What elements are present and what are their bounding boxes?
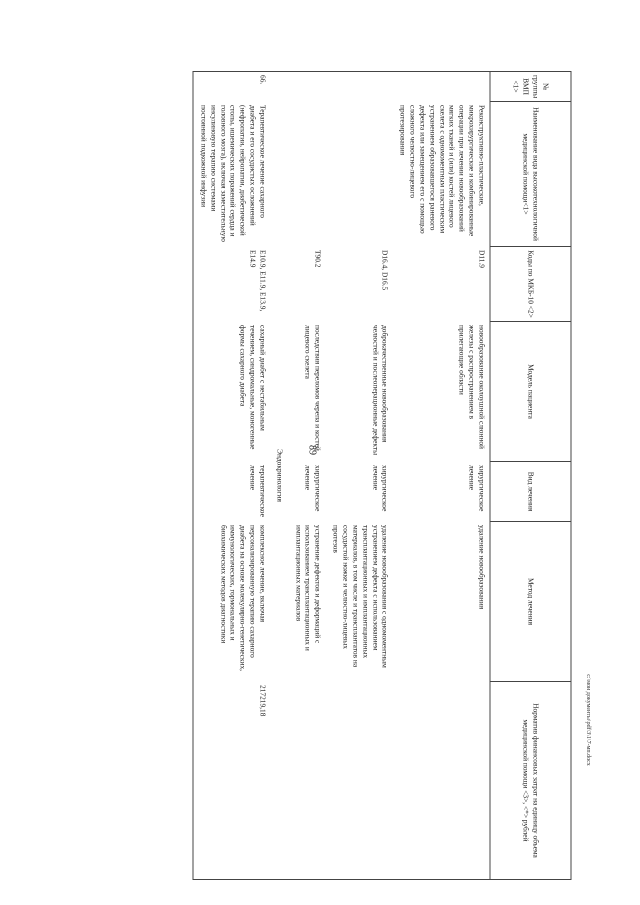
table-row [326, 72, 393, 880]
footer-file-path: c:\мои документы\pdf\3\1\7-мп.docx [585, 674, 591, 766]
col-header-icd-codes: Коды по МКБ-10 <2> [490, 247, 571, 322]
rotated-table-page [77, 71, 572, 879]
cell-treatment-method: удаление новообразования [477, 525, 487, 610]
table-row [193, 72, 270, 880]
cell-treatment-type: хирургическое лечение [371, 465, 390, 512]
cell-icd-codes: E10.9, E11.9, E13.9, E14.9 [193, 247, 270, 322]
header-row [490, 72, 571, 880]
col-header-group: № группы ВМП <1> [490, 72, 571, 102]
col-header-patient-model: Модель пациента [490, 322, 571, 462]
cell-group [393, 72, 490, 102]
cell-treatment-type: хирургическое лечение [467, 465, 487, 512]
cell-group [288, 72, 326, 102]
cell-group: 66. [193, 72, 270, 102]
cell-cost-norm [393, 682, 490, 880]
cell-treatment-method: комплексное лечение, включая персонализированную терапию сахарного диабета на основе молекулярно-генетических, иммунологических, гормональных и биохимических методов диагностики [193, 522, 270, 682]
table-row [288, 72, 326, 880]
cell-treatment-method: устранение дефектов и деформаций с использованием трансплантационных и имплантационных материалов [294, 525, 323, 651]
cell-vmp-type: Реконструктивно-пластические, микрохирургические и комбинированные операции при лечении новообразований мягких тканей и (или) костей лицевого скелета с одномоментным пластическим устранением образовавшегося раневого дефекта или замещением его с помощью сложного челюстно-лицевого протезирования [398, 105, 487, 237]
cell-vmp-type: Терапевтическое лечение сахарного диабета и его сосудистых осложнений (нефропатии, нейропатии, диабетической стопы, ишемических поражений сердца и головного мозга), включая заместительную инсулиновую терапию системами постоянной подкожной инфузии [193, 102, 270, 247]
cell-icd-codes: D16.4, D16.5 [380, 250, 390, 291]
cell-treatment-method: удаление новообразования с одномоментным устранением дефекта с использованием трансплантационных и имплантационных материалов, в том числе и трансплантатов на сосудистой ножке и челюстно-лицевых протезов [331, 525, 390, 668]
col-header-cost-norm: Норматив финансовых затрат на единицу объема медицинской помощи <3>, <*> рублей [490, 682, 571, 880]
cell-patient-model: доброкачественные новообразования челюстей и послеоперационные дефекты [371, 325, 390, 456]
cell-group [326, 72, 393, 102]
cell-patient-model: последствия переломов черепа и костей лицевого скелета [304, 325, 323, 451]
cell-treatment-type: терапевтическое лечение [193, 462, 270, 522]
cell-vmp-type [326, 102, 393, 247]
cell-icd-codes: T90.2 [313, 250, 323, 268]
section-row [270, 72, 288, 880]
vmp-table [193, 71, 572, 880]
col-header-vmp-type: Наименование вида высокотехнологичной медицинской помощи<1> [490, 102, 571, 247]
cell-patient-model: новообразование околоушной слюнной железы с распространением в прилегающие области [457, 325, 487, 449]
cell-patient-model: сахарный диабет с нестабильным течением, синдромальные, моногенные формы сахарного диабета [193, 322, 270, 462]
cell-cost-norm [326, 682, 393, 880]
col-header-treatment-method: Метод лечения [490, 522, 571, 682]
col-header-treatment-type: Вид лечения [490, 462, 571, 522]
section-title: Эндокринология [270, 72, 288, 880]
cell-icd-codes: D11.9 [477, 250, 487, 268]
page-number: 89 [306, 445, 318, 455]
cell-vmp-type [288, 102, 326, 247]
cell-treatment-type: хирургическое лечение [304, 465, 323, 512]
cell-cost-norm: 217219,18 [193, 682, 270, 880]
cell-cost-norm [288, 682, 326, 880]
table-row [393, 72, 490, 880]
